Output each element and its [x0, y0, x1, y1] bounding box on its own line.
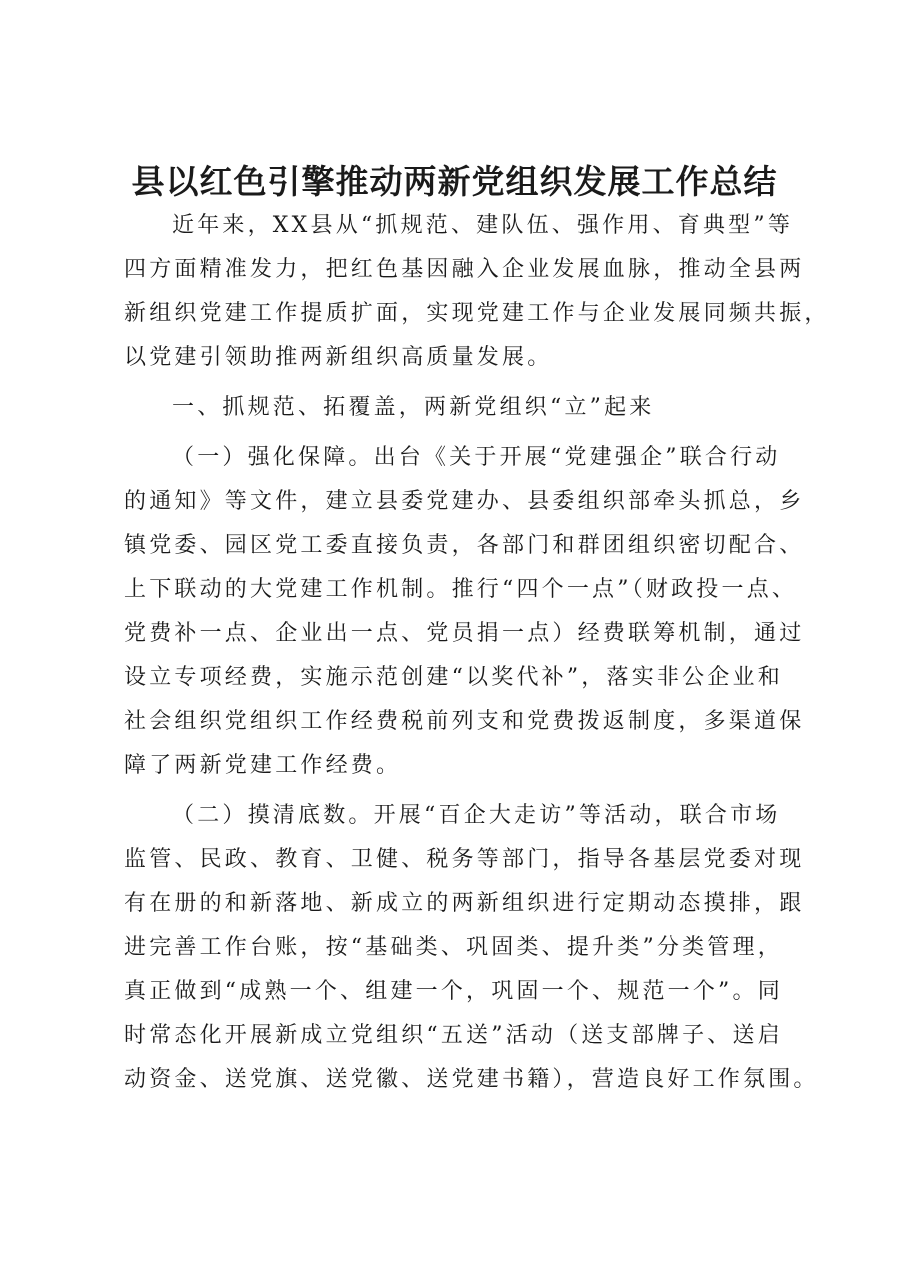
text-line: 上下联动的大党建工作机制。推行“四个一点”（财政投一点、	[124, 577, 798, 602]
document-title: 县以红色引擎推动两新党组织发展工作总结	[131, 162, 778, 201]
text-line: （一）强化保障。出台《关于开展“党建强企”联合行动	[172, 445, 781, 470]
text-line: 社会组织党组织工作经费税前列支和党费拨返制度，多渠道保	[124, 709, 805, 734]
text-line: 障了两新党建工作经费。	[124, 753, 402, 778]
text-line: 的通知》等文件，建立县委党建办、县委组织部牵头抓总，乡	[124, 489, 805, 514]
paragraph-clarify-base	[124, 794, 819, 1102]
section-heading-1	[124, 386, 804, 430]
text-line: （二）摸清底数。开展“百企大走访”等活动，联合市场	[172, 803, 781, 828]
text-line: 设立专项经费，实施示范创建“以奖代补”，落实非公企业和	[124, 665, 783, 690]
text-line: 镇党委、园区党工委直接负责，各部门和群团组织密切配合、	[124, 533, 805, 558]
paragraph-intro	[124, 204, 830, 380]
paragraph-strengthen-guarantee	[124, 436, 804, 788]
text-line: 监管、民政、教育、卫健、税务等部门，指导各基层党委对现	[124, 847, 805, 872]
text-line: 动资金、送党旗、送党徽、送党建书籍），营造良好工作氛围。	[124, 1067, 819, 1092]
text-line: 新组织党建工作提质扩面，实现党建工作与企业发展同频共振，	[124, 301, 830, 326]
text-line: 进完善工作台账，按“基础类、巩固类、提升类”分类管理，	[124, 935, 783, 960]
text-line: 时常态化开展新成立党组织“五送”活动（送支部牌子、送启	[124, 1023, 783, 1048]
section-heading-text: 一、抓规范、拓覆盖，两新党组织“立”起来	[172, 395, 655, 420]
text-line: 近年来，XX县从“抓规范、建队伍、强作用、育典型”等	[172, 213, 794, 238]
text-line: 有在册的和新落地、新成立的两新组织进行定期动态摸排，跟	[124, 891, 805, 916]
text-line: 党费补一点、企业出一点、党员捐一点）经费联筹机制，通过	[124, 621, 805, 646]
text-line: 真正做到“成熟一个、组建一个，巩固一个、规范一个”。同	[124, 979, 783, 1004]
text-line: 四方面精准发力，把红色基因融入企业发展血脉，推动全县两	[124, 257, 805, 282]
text-line: 以党建引领助推两新组织高质量发展。	[124, 345, 553, 370]
document-body	[124, 204, 830, 1102]
